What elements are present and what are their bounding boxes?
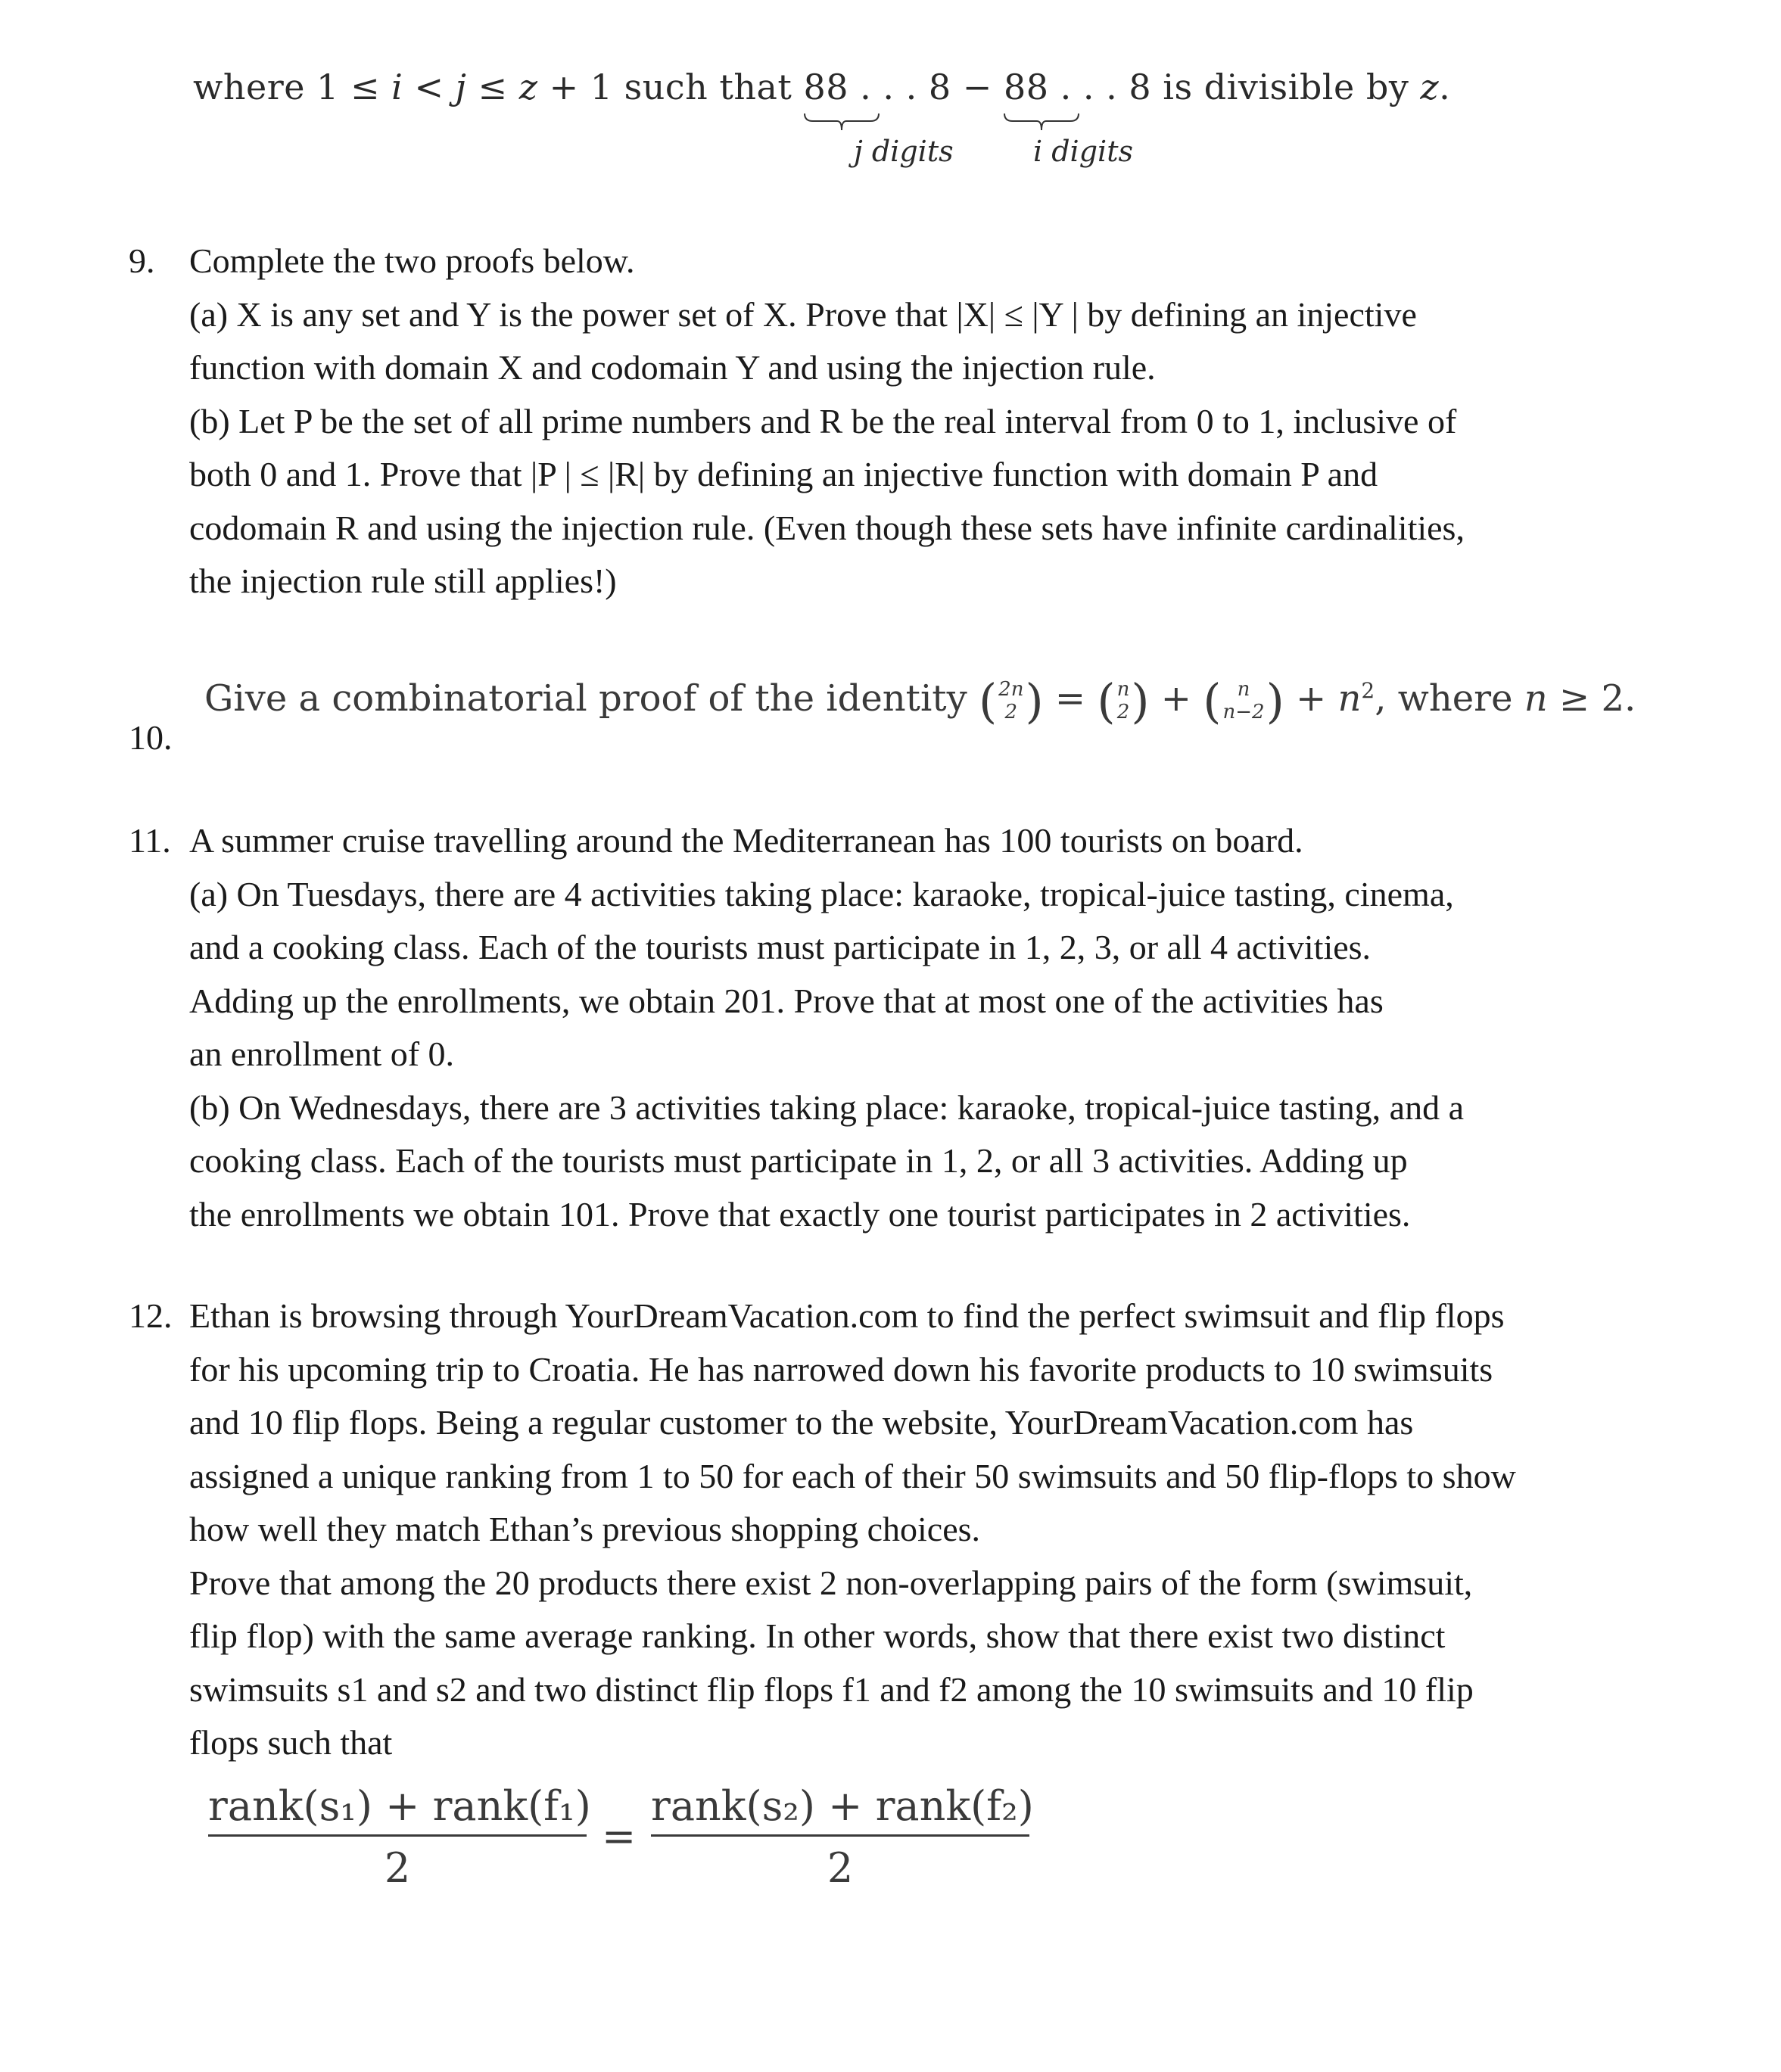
- var-z-end: z: [1420, 67, 1440, 107]
- var-j: j: [455, 67, 467, 107]
- fraction-left-numerator: rank(s₁) + rank(f₁): [208, 1782, 591, 1830]
- q11-line: the enrollments we obtain 101. Prove that exactly one tourist participates in 2 activities.: [189, 1195, 1411, 1234]
- q11-line: (b) On Wednesdays, there are 3 activities taking place: karaoke, tropical-juice tasting, and a: [189, 1088, 1465, 1127]
- fraction-right-bar: [651, 1834, 1029, 1837]
- binom-bottom: 2: [1004, 700, 1018, 723]
- q11-line: an enrollment of 0.: [189, 1034, 455, 1073]
- fraction-left-denominator: 2: [384, 1844, 411, 1892]
- label-j-digits: j digits: [854, 135, 954, 168]
- q12-line: flops such that: [189, 1723, 393, 1762]
- q11-line: cooking class. Each of the tourists must participate in 1, 2, or all 3 activities. Adding up: [189, 1141, 1408, 1180]
- q12-line: Ethan is browsing through YourDreamVacation.com to find the perfect swimsuit and flip flops: [189, 1296, 1505, 1335]
- q12-line: Prove that among the 20 products there exist 2 non-overlapping pairs of the form (swimsuit,: [189, 1563, 1473, 1602]
- question-10-number: 10.: [129, 718, 173, 757]
- q11-line: Adding up the enrollments, we obtain 201. Prove that at most one of the activities has: [189, 982, 1384, 1020]
- q12-line: swimsuits s1 and s2 and two distinct flip flops f1 and f2 among the 10 swimsuits and 10 flip: [189, 1670, 1474, 1709]
- formula-period: .: [1439, 67, 1451, 107]
- underbrace-i-icon: [1004, 112, 1079, 132]
- equals-sign: =: [602, 1812, 637, 1860]
- q12-line: and 10 flip flops. Being a regular customer to the website, YourDreamVacation.com has: [189, 1403, 1414, 1442]
- binom-bottom: 2: [1116, 700, 1130, 723]
- var-z: z: [518, 67, 538, 107]
- q12-line: assigned a unique ranking from 1 to 50 for each of their 50 swimsuits and 50 flip-flops to show: [189, 1457, 1516, 1495]
- repunit-i: 88 . . . 8: [1003, 67, 1152, 107]
- q11-line: (a) On Tuesdays, there are 4 activities taking place: karaoke, tropical-juice tasting, cinema,: [189, 875, 1454, 913]
- var-i: i: [391, 67, 403, 107]
- q9-line: Complete the two proofs below.: [189, 241, 635, 280]
- underbrace-j-icon: [804, 112, 880, 132]
- formula-minus: −: [951, 67, 1004, 107]
- q10-plus: +: [1149, 677, 1203, 720]
- q11-line: A summer cruise travelling around the Mediterranean has 100 tourists on board.: [189, 821, 1303, 860]
- n-variable: n: [1524, 677, 1548, 720]
- repunit-j: 88 . . . 8: [803, 67, 951, 107]
- fraction-right-denominator: 2: [827, 1844, 854, 1892]
- formula-suffix: is divisible by: [1151, 67, 1421, 107]
- fraction-left-bar: [208, 1834, 587, 1837]
- q9-line: function with domain X and codomain Y and using the injection rule.: [189, 348, 1156, 387]
- q10-condition: ≥ 2.: [1547, 677, 1636, 720]
- q9-line: codomain R and using the injection rule. (Even though these sets have infinite cardinalities,: [189, 509, 1465, 547]
- q12-line: for his upcoming trip to Croatia. He has narrowed down his favorite products to 10 swimsuits: [189, 1350, 1493, 1389]
- binom-bottom: n−2: [1222, 700, 1265, 723]
- q9-line: both 0 and 1. Prove that |P | ≤ |R| by defining an injective function with domain P and: [189, 455, 1378, 493]
- question-12-number: 12.: [129, 1296, 173, 1335]
- q9-line: (b) Let P be the set of all prime numbers and R be the real interval from 0 to 1, inclusive of: [189, 402, 1457, 440]
- fraction-left: [208, 1782, 591, 1892]
- formula-prefix: where 1 ≤: [193, 67, 392, 107]
- fraction-right: [651, 1782, 1034, 1892]
- q10-equals: =: [1043, 677, 1098, 720]
- underbrace-i: [1004, 67, 1151, 107]
- binom-top: 2n: [998, 677, 1024, 701]
- label-i-digits: i digits: [1033, 135, 1133, 168]
- q10-identity: [204, 673, 1636, 729]
- formula-plus-one: + 1 such that: [537, 67, 804, 107]
- binomial-n-nminus2: ( n n−2 ): [1203, 673, 1284, 729]
- formula-lt: <: [403, 67, 456, 107]
- q12-line: how well they match Ethan’s previous shopping choices.: [189, 1510, 981, 1548]
- q10-plus: +: [1284, 677, 1338, 720]
- fraction-right-numerator: rank(s₂) + rank(f₂): [651, 1782, 1034, 1830]
- q9-line: the injection rule still applies!): [189, 562, 617, 600]
- q10-text-after: , where: [1375, 677, 1524, 720]
- n-squared-base: n: [1337, 677, 1362, 720]
- divisibility-formula: [193, 67, 1450, 107]
- n-squared-exponent: 2: [1361, 678, 1375, 703]
- q11-line: and a cooking class. Each of the tourists must participate in 1, 2, 3, or all 4 activities.: [189, 928, 1372, 966]
- binomial-n-2: ( n 2 ): [1097, 673, 1150, 729]
- question-11-number: 11.: [129, 821, 171, 860]
- binom-top: n: [1237, 677, 1250, 701]
- q12-line: flip flop) with the same average ranking. In other words, show that there exist two distinct: [189, 1616, 1446, 1655]
- q9-line: (a) X is any set and Y is the power set of X. Prove that |X| ≤ |Y | by defining an injective: [189, 295, 1417, 334]
- q10-text-before: Give a combinatorial proof of the identity: [204, 677, 979, 720]
- binom-top: n: [1116, 677, 1130, 701]
- formula-le: ≤: [466, 67, 519, 107]
- binomial-2n-2: ( 2n 2 ): [978, 673, 1044, 729]
- underbrace-j: [804, 67, 951, 107]
- question-9-number: 9.: [129, 241, 155, 280]
